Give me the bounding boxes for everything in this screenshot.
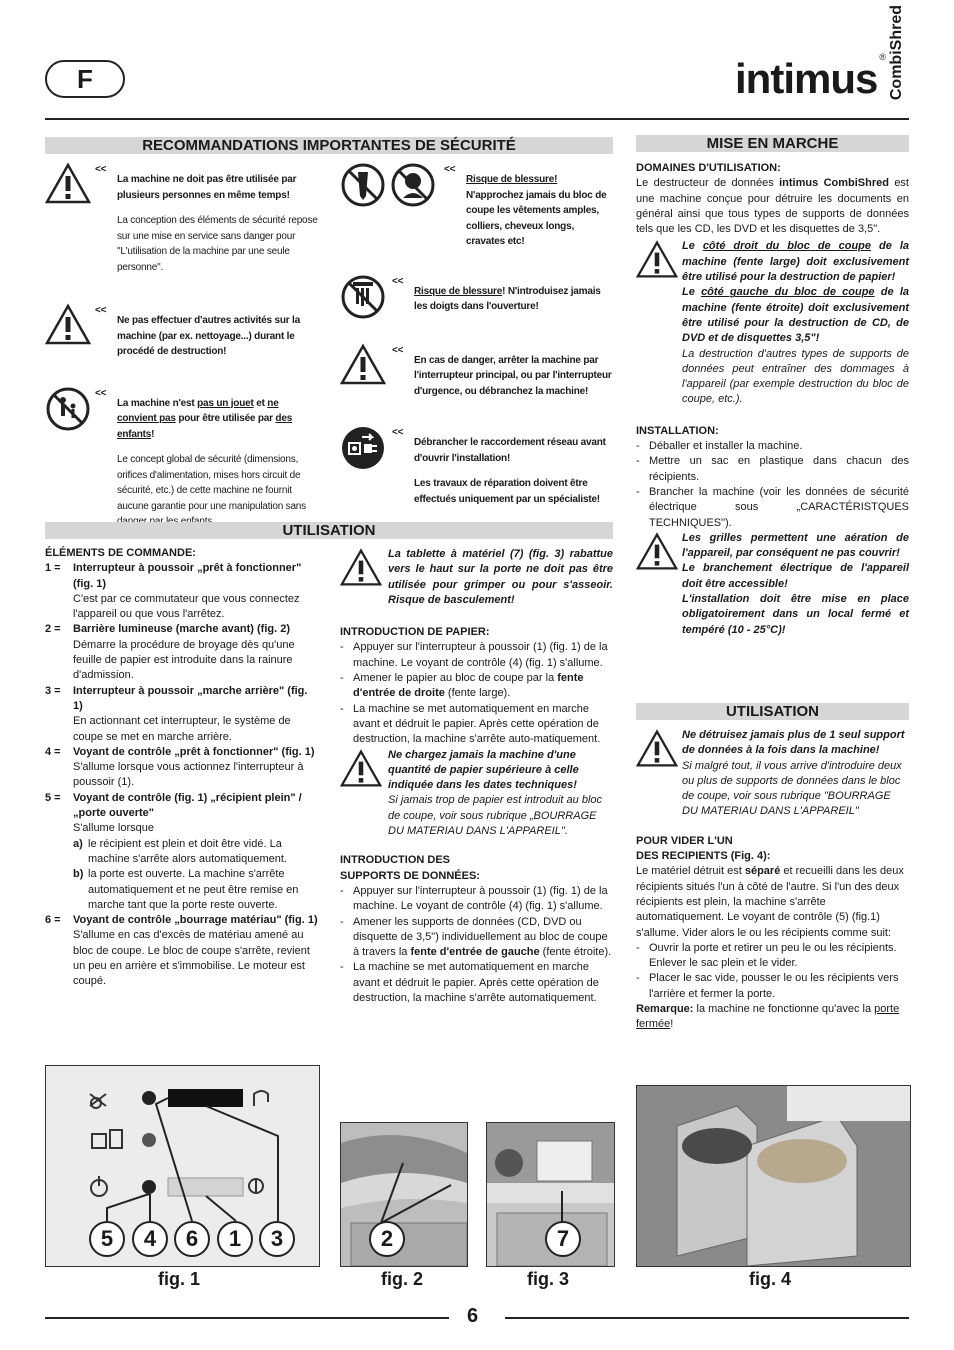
safety-w3-bold: La machine n'est pas un jouet et ne convient pas pour être utilisée par des enfants! [117, 397, 293, 440]
supports-title: INTRODUCTION DES SUPPORTS DE DONNÉES: [340, 854, 480, 882]
warning-triangle-icon [45, 303, 91, 345]
warning-triangle-icon [636, 239, 678, 279]
mise-w4: Les grilles permettent une aération de l'appareil, par conséquent ne pas couvrir! [682, 531, 909, 560]
mise-w3: La destruction d'autres types de supports de données peut entraîner des dommages à l'appareil (par exemple destruction du bloc de coupe, etc.). [682, 347, 909, 406]
arrow-marker: << [95, 387, 107, 399]
footer-rule-left [45, 1317, 449, 1319]
arrow-marker: << [95, 305, 107, 316]
safety-warning-3 [45, 386, 318, 540]
safety-col-a [45, 162, 318, 540]
warning-triangle-icon [340, 547, 382, 587]
mise-w2: Le côté gauche du bloc de coupe de la machine (fente étroite) doit exclusivement être utilisé pour la destruction de CD, de DVD et de disquettes 3,5"! [682, 286, 909, 345]
safety-w1-bold: La machine ne doit pas être utilisée par plusieurs personnes en même temps! [117, 174, 297, 201]
safety-col-b [340, 162, 613, 517]
safety-heading: RECOMMANDATIONS IMPORTANTES DE SÉCURITÉ [45, 137, 613, 154]
warning-triangle-icon [636, 728, 678, 768]
arrow-marker: << [392, 344, 404, 356]
media-warning: Ne détruisez jamais plus de 1 seul support de données à la fois dans la machine! Si malgré tout, il vous arrive d'introduire deux ou plus de supports de données dans le bloc de coupe, voir sous rubrique "BOURRAGE DU MATERIAU DANS L'APPAREIL" [636, 728, 909, 820]
arrow-marker: << [392, 427, 404, 438]
arrow-marker: << [392, 275, 404, 287]
callout-6: 6 [174, 1221, 210, 1257]
elements-title: ÉLÉMENTS DE COMMANDE: [45, 547, 196, 559]
callout-7: 7 [545, 1221, 581, 1257]
element-item: 6 = Voyant de contrôle „bourrage matériau" (fig. 1) S'allume en cas d'excès de matériau amené au bloc de coupe. Le bloc de coupe s'arrête, revient un peu en arrière et s'immobilise. Le moteur est coupé. [45, 914, 318, 988]
safety-w2: Ne pas effectuer d'autres activités sur la machine (par ex. nettoyage...) durant le procédé de destruction! [117, 315, 300, 357]
figure-2-label: fig. 2 [381, 1269, 424, 1289]
figure-4-label: fig. 4 [749, 1269, 792, 1289]
safety-w5: Risque de blessure! N'introduisez jamais les doigts dans l'ouverture! [414, 285, 601, 312]
paper-step: - Appuyer sur l'interrupteur à poussoir (1) (fig. 1) de la machine. Le voyant de contrôle (4) (fig. 1) s'allume. [340, 641, 608, 669]
mise-w6: L'installation doit être mise en place obligatoirement dans un local fermé et tempéré (10 - 25°C)! [682, 593, 909, 636]
empty-title: POUR VIDER L'UN DES RECIPIENTS (Fig. 4): [636, 834, 771, 863]
arrow-marker: << [95, 164, 107, 175]
safety-w7a: Débrancher le raccordement réseau avant d'ouvrir l'installation! [414, 437, 606, 464]
element-item: 5 = Voyant de contrôle (fig. 1) „récipient plein" / „porte ouverte" S'allume lorsque a) le récipient est plein et doit être vidé. La machine s'arrête alors automatiquement. b) la porte est ouverte. La machine s'arrête automatiquement et ne peut être remise en marche tant que la porte reste ouverte. [45, 791, 302, 911]
empty-step: - Ouvrir la porte et retirer un peu le ou les récipients. Enlever le sac plein et le vider. [636, 941, 897, 970]
safety-w1-text: La conception des éléments de sécurité repose sur une mise en service sans danger pour "L'utilisation de la machine par une seule personne". [117, 215, 318, 273]
mise-dom-text: Le destructeur de données intimus CombiShred est une machine conçue pour détruire les documents en général ainsi que tous types de supports de données tels que les CD, les DVD et les disquettes de 3,5". [636, 177, 909, 236]
safety-warning-4 [340, 162, 613, 260]
no-loose-clothing-icon [340, 162, 436, 208]
warning-triangle-icon [340, 343, 386, 385]
brand-model: CombiShred [888, 4, 905, 100]
mise-body [636, 161, 909, 638]
utilisation-heading: UTILISATION [45, 522, 613, 539]
safety-warning-5 [340, 274, 613, 325]
safety-warning-6 [340, 343, 613, 410]
callout-2: 2 [369, 1221, 405, 1257]
safety-warning-2 [45, 303, 318, 370]
safety-warning-7 [340, 425, 613, 517]
install-step: - Brancher la machine (voir les données de sécurité électrique sous „CARACTÉRISTQUES TECHNIQUES"). [636, 485, 909, 529]
warning-triangle-icon [45, 162, 91, 204]
unplug-icon [340, 425, 386, 471]
callout-4: 4 [132, 1221, 168, 1257]
safety-w7b: Les travaux de réparation doivent être effectués uniquement par un spécialiste! [414, 478, 600, 505]
empty-step: - Placer le sac vide, pousser le ou les récipients vers l'arrière et fermer la porte. [636, 972, 899, 1000]
install-step: - Déballer et installer la machine. [636, 440, 803, 453]
figure-1-label: fig. 1 [158, 1269, 201, 1289]
mise-heading: MISE EN MARCHE [636, 135, 909, 152]
empty-text: Le matériel détruit est séparé et recueilli dans les deux récipients situés l'un à côté de l'autre. Si l'un des deux récipients est plein, la machine s'arrête automatiquement. Le voyant de contrôle (5) (fig.1) s'allume. Vider alors le ou les récipients comme suit: [636, 865, 904, 939]
install-step: - Mettre un sac en plastique dans chacun des récipients. [636, 455, 909, 483]
safety-w4: Risque de blessure! N'approchez jamais du bloc de coupe les vêtements amples, colliers, cheveux longs, cravates etc! [466, 174, 607, 247]
warning-triangle-icon [636, 531, 678, 571]
mise-warning-2 [636, 531, 909, 638]
brand-reg: ® [879, 52, 886, 62]
safety-w6: En cas de danger, arrêter la machine par l'interrupteur principal, ou par l'interrupteur d'urgence, ou débranchez la machine! [414, 354, 612, 397]
language-badge: F [45, 60, 125, 98]
supports-step: - Appuyer sur l'interrupteur à poussoir (1) (fig. 1) de la machine. Le voyant de contrôle (4) (fig. 1) s'allume. [340, 884, 608, 913]
utilisation-middle [340, 547, 613, 1006]
warning-triangle-icon [340, 748, 382, 788]
mise-w5: Le branchement électrique de l'appareil doit être accessible! [682, 562, 909, 590]
paper-title: INTRODUCTION DE PAPIER: [340, 626, 490, 639]
mise-warning-1 [636, 239, 909, 407]
element-item: 3 = Interrupteur à poussoir „marche arrière" (fig. 1) En actionnant cet interrupteur, le système de coupe se met en marche arrière. [45, 684, 308, 743]
figure-4-containers [636, 1085, 911, 1267]
elements-list [45, 546, 318, 990]
header-rule [45, 118, 909, 120]
no-children-icon [45, 386, 91, 432]
figure-2-light-barrier [340, 1122, 468, 1267]
figure-3-material-tablet [486, 1122, 615, 1267]
paper-step: - Amener le papier au bloc de coupe par la fente d'entrée de droite (fente large). [340, 672, 584, 700]
mise-dom-title: DOMAINES D'UTILISATION: [636, 162, 781, 174]
paper-step: - La machine se met automatiquement en marche avant et dédruit le papier. Après cette opération de destruction, la machine s'arrête auto-matiquement. [340, 702, 601, 746]
safety-warning-1 [45, 162, 318, 285]
supports-step: - La machine se met automatiquement en marche avant et dédruit le papier. Après cette opération de destruction, la machine s'arrête automatiquement. [340, 961, 599, 1005]
brand-logo [735, 4, 906, 108]
callout-3: 3 [259, 1221, 295, 1257]
safety-w3-text: Le concept global de sécurité (dimensions, orifices d'alimentation, mises hors circuit de sécurité, etc.) de cette machine ne fournit aucune garantie pour une manipulation sans [117, 454, 306, 512]
paper-warning: Ne chargez jamais la machine d'une quantité de papier supérieure à celle indiquée dans les dates techniques! Si jamais trop de papier est introduit au bloc de coupe, voir sous rubrique „BOURRAGE DU MATERIAU DANS L'APPAREIL". [340, 748, 613, 840]
tablet-warning: La tablette à matériel (7) (fig. 3) rabattue vers le haut sur la porte ne doit pas être utilisée pour grimper ou pour s'asseoir. Risque de basculement! [340, 547, 613, 608]
supports-step: - Amener les supports de données (CD, DVD ou disquette de 3,5") individuellement au bloc de coupe à travers la fente d'entrée de gauche (fente étroite). [340, 915, 612, 959]
element-item: 1 = Interrupteur à poussoir „prêt à fonctionner" (fig. 1) C'est par ce commutateur que vous connectez l'appareil ou que vous l'arrêtez. [45, 562, 302, 621]
element-item: 4 = Voyant de contrôle „prêt à fonctionner" (fig. 1) S'allume lorsque vous actionnez l'interrupteur à poussoir (1). [45, 745, 315, 789]
no-fingers-icon [340, 274, 386, 320]
utilisation-right [636, 728, 909, 1033]
containers-drawing [637, 1086, 910, 1266]
element-item: 2 = Barrière lumineuse (marche avant) (fig. 2) Démarre la procédure de broyage dès qu'une feuille de papier est introduite dans la rainure d'admission. [45, 623, 295, 682]
footer-rule-right [505, 1317, 909, 1319]
arrow-marker: << [444, 164, 456, 175]
callout-1: 1 [217, 1221, 253, 1257]
figure-3-label: fig. 3 [527, 1269, 570, 1289]
figure-1-control-panel [45, 1065, 320, 1267]
brand-name: intimus [735, 55, 878, 102]
remark: Remarque: la machine ne fonctionne qu'avec la porte fermée! [636, 1003, 900, 1031]
utilisation-right-heading: UTILISATION [636, 703, 909, 720]
callout-5: 5 [89, 1221, 125, 1257]
install-title: INSTALLATION: [636, 424, 719, 437]
page-number: 6 [467, 1305, 479, 1327]
mise-w1: Le côté droit du bloc de coupe de la machine (fente large) doit exclusivement être utilisé pour la destruction de papier! [682, 240, 909, 284]
